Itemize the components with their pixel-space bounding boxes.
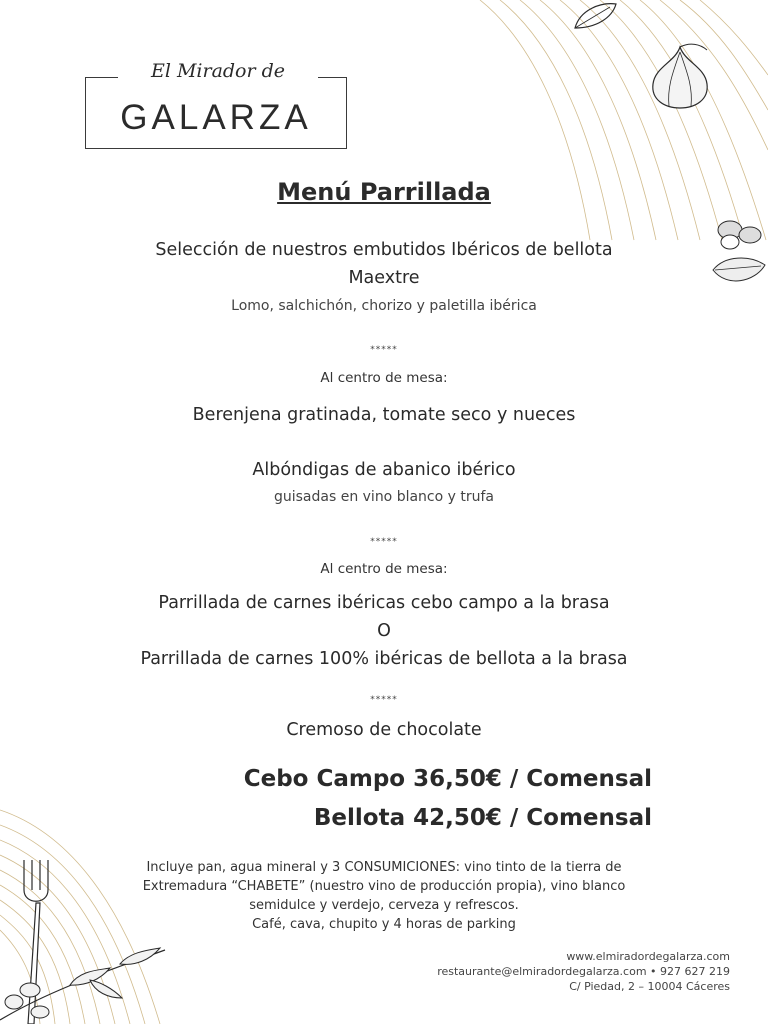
embutidos-line2: Maextre <box>348 268 420 288</box>
menu-title: Menú Parrillada <box>277 178 491 206</box>
contact-web: www.elmiradordegalarza.com <box>566 950 730 963</box>
dessert: Cremoso de chocolate <box>286 720 482 740</box>
includes-line3: semidulce y verdejo, cerveza y refrescos. <box>249 898 519 913</box>
separator-3: ***** <box>370 695 398 705</box>
dish-albondigas-sub: guisadas en vino blanco y trufa <box>273 489 495 505</box>
leaf-icon <box>570 0 620 32</box>
price-cebo: Cebo Campo 36,50€ / Comensal <box>243 766 652 792</box>
dish-albondigas: Albóndigas de abanico ibérico <box>252 460 516 480</box>
separator-1: ***** <box>370 345 398 355</box>
centro-mesa-1: Al centro de mesa: <box>320 370 448 386</box>
includes-line2: Extremadura “CHABETE” (nuestro vino de producción propia), vino blanco <box>142 879 626 894</box>
embutidos-line1: Selección de nuestros embutidos Ibéricos de bellota <box>155 240 613 260</box>
dish-parrillada-bellota: Parrillada de carnes 100% ibéricas de bellota a la brasa <box>140 649 628 669</box>
logo-script-text: El Mirador de <box>118 60 318 82</box>
dish-berenjena: Berenjena gratinada, tomate seco y nueces <box>192 405 576 425</box>
dish-or: O <box>377 621 391 641</box>
separator-2: ***** <box>370 537 398 547</box>
centro-mesa-2: Al centro de mesa: <box>320 561 448 577</box>
olive-branch-icon <box>0 930 170 1024</box>
price-bellota: Bellota 42,50€ / Comensal <box>313 805 652 831</box>
contact-address: C/ Piedad, 2 – 10004 Cáceres <box>569 980 730 993</box>
garlic-icon <box>645 42 715 112</box>
embutidos-sub: Lomo, salchichón, chorizo y paletilla ibérica <box>231 298 537 314</box>
contact-email-phone: restaurante@elmiradordegalarza.com • 927 627 219 <box>437 965 730 978</box>
dish-parrillada-cebo: Parrillada de carnes ibéricas cebo campo a la brasa <box>158 593 610 613</box>
includes-line1: Incluye pan, agua mineral y 3 CONSUMICIONES: vino tinto de la tierra de <box>146 860 622 875</box>
includes-line4: Café, cava, chupito y 4 horas de parking <box>252 917 516 932</box>
logo-main-text: GALARZA <box>120 98 312 137</box>
